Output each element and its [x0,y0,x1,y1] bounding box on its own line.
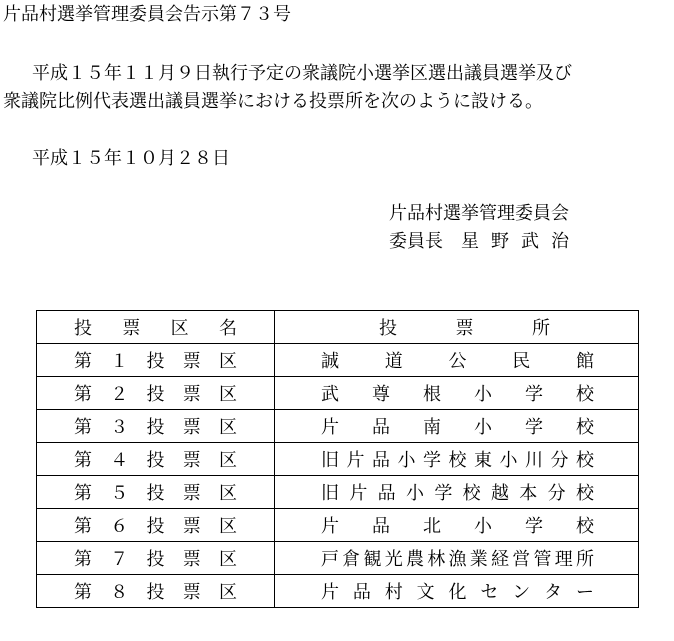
issuer-chairperson [389,231,581,253]
header-polling-station-text: 投 票 所 [379,318,550,339]
notice-title: 片品村選挙管理委員会告示第７３号 [3,4,291,25]
station-name: 武 尊 根 小 学 校 [321,384,594,405]
station-name: 片 品 村 文 化 セ ン タ ー [321,582,594,603]
station-cell [275,410,639,443]
district-cell [37,443,275,476]
table-header-row [37,311,639,344]
district-cell [37,509,275,542]
table-row [37,410,639,443]
table-row [37,542,639,575]
district-name: 第 ２ 投 票 区 [74,384,237,405]
station-name: 旧 片 品 小 学 校 越 本 分 校 [321,483,594,504]
table-row [37,575,639,608]
station-cell [275,377,639,410]
issuer-organization: 片品村選挙管理委員会 [389,203,569,224]
station-cell [275,509,639,542]
station-cell [275,344,639,377]
header-polling-station [275,311,639,344]
station-cell [275,575,639,608]
district-cell [37,344,275,377]
station-cell [275,476,639,509]
district-name: 第 ８ 投 票 区 [74,582,237,603]
district-cell [37,575,275,608]
district-cell [37,377,275,410]
district-name: 第 ３ 投 票 区 [74,417,237,438]
notice-body-line-2: 衆議院比例代表選出議員選挙における投票所を次のように設ける。 [3,91,543,112]
station-cell [275,542,639,575]
issuer-name: 星野武治 [461,231,581,252]
header-district-name-text: 投 票 区 名 [74,318,237,339]
district-name: 第 ７ 投 票 区 [74,549,237,570]
table-row [37,377,639,410]
district-name: 第 ６ 投 票 区 [74,516,237,537]
district-cell [37,476,275,509]
table-row [37,476,639,509]
district-cell [37,542,275,575]
station-cell [275,443,639,476]
notice-date: 平成１５年１０月２８日 [32,148,230,169]
table-row [37,443,639,476]
issuer-title: 委員長 [389,231,443,252]
notice-body-line-1: 平成１５年１１月９日執行予定の衆議院小選挙区選出議員選挙及び [32,63,572,84]
table-row [37,509,639,542]
station-name: 旧 片 品 小 学 校 東 小 川 分 校 [321,450,594,471]
station-name: 戸 倉 観 光 農 林 漁 業 経 営 管 理 所 [321,549,594,570]
polling-station-table [36,310,639,608]
district-name: 第 ５ 投 票 区 [74,483,237,504]
table-body [37,344,639,608]
header-district-name [37,311,275,344]
district-name: 第 ４ 投 票 区 [74,450,237,471]
station-name: 誠 道 公 民 館 [321,351,594,372]
district-cell [37,410,275,443]
station-name: 片 品 南 小 学 校 [321,417,594,438]
station-name: 片 品 北 小 学 校 [321,516,594,537]
district-name: 第 １ 投 票 区 [74,351,237,372]
table-row [37,344,639,377]
